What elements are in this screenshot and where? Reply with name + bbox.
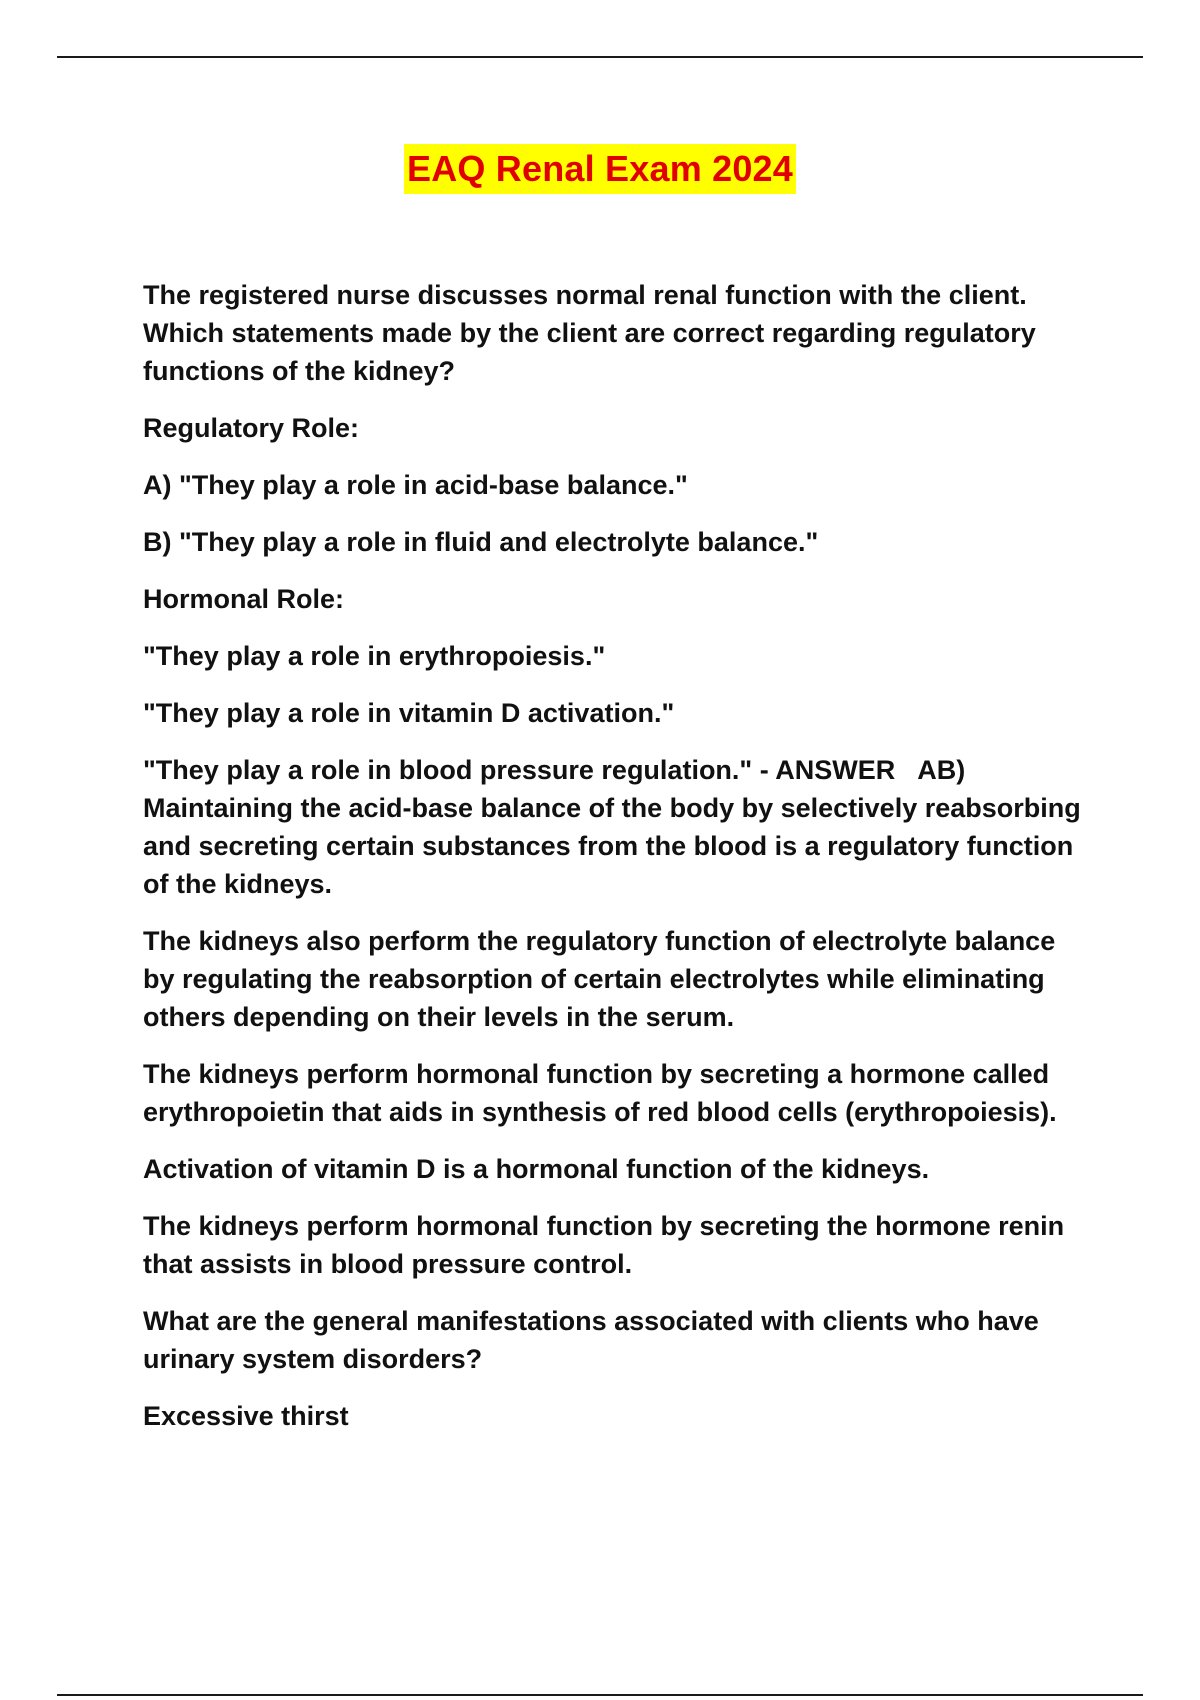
top-rule <box>57 56 1143 58</box>
question-1-stem: The registered nurse discusses normal renal function with the client. Which statements made by the client are correct regarding regulatory functions of the kidney? <box>143 280 1036 386</box>
explanation-erythropoietin: The kidneys perform hormonal function by secreting a hormone called erythropoietin that aids in synthesis of red blood cells (erythropoiesis). <box>143 1059 1057 1127</box>
question-2-item-thirst: Excessive thirst <box>143 1401 349 1431</box>
bottom-rule <box>57 1694 1143 1696</box>
regulatory-role-heading: Regulatory Role: <box>143 413 360 443</box>
hormonal-item-blood-pressure: "They play a role in blood pressure regulation." - ANSWER <box>143 755 896 785</box>
answer-text: AB) Maintaining the acid-base balance of the body by selectively reabsorbing and secreting certain substances from the blood is a regulatory function of the kidneys. <box>143 755 1081 899</box>
hormonal-role-heading: Hormonal Role: <box>143 584 345 614</box>
hormonal-item-erythropoiesis: "They play a role in erythropoiesis." <box>143 641 606 671</box>
question-2-stem: What are the general manifestations associated with clients who have urinary system disorders? <box>143 1306 1039 1374</box>
document-body <box>143 276 1093 1454</box>
option-a: A) "They play a role in acid-base balance." <box>143 470 688 500</box>
explanation-electrolyte: The kidneys also perform the regulatory function of electrolyte balance by regulating the reabsorption of certain electrolytes while eliminating others depending on their levels in the serum. <box>143 926 1056 1032</box>
explanation-renin: The kidneys perform hormonal function by secreting the hormone renin that assists in blood pressure control. <box>143 1211 1065 1279</box>
document-title: EAQ Renal Exam 2024 <box>404 144 796 194</box>
title-container <box>0 144 1200 194</box>
answer-paragraph <box>143 751 1093 903</box>
hormonal-item-vitamin-d: "They play a role in vitamin D activation." <box>143 698 675 728</box>
explanation-vitamin-d: Activation of vitamin D is a hormonal function of the kidneys. <box>143 1154 930 1184</box>
option-b: B) "They play a role in fluid and electrolyte balance." <box>143 527 819 557</box>
